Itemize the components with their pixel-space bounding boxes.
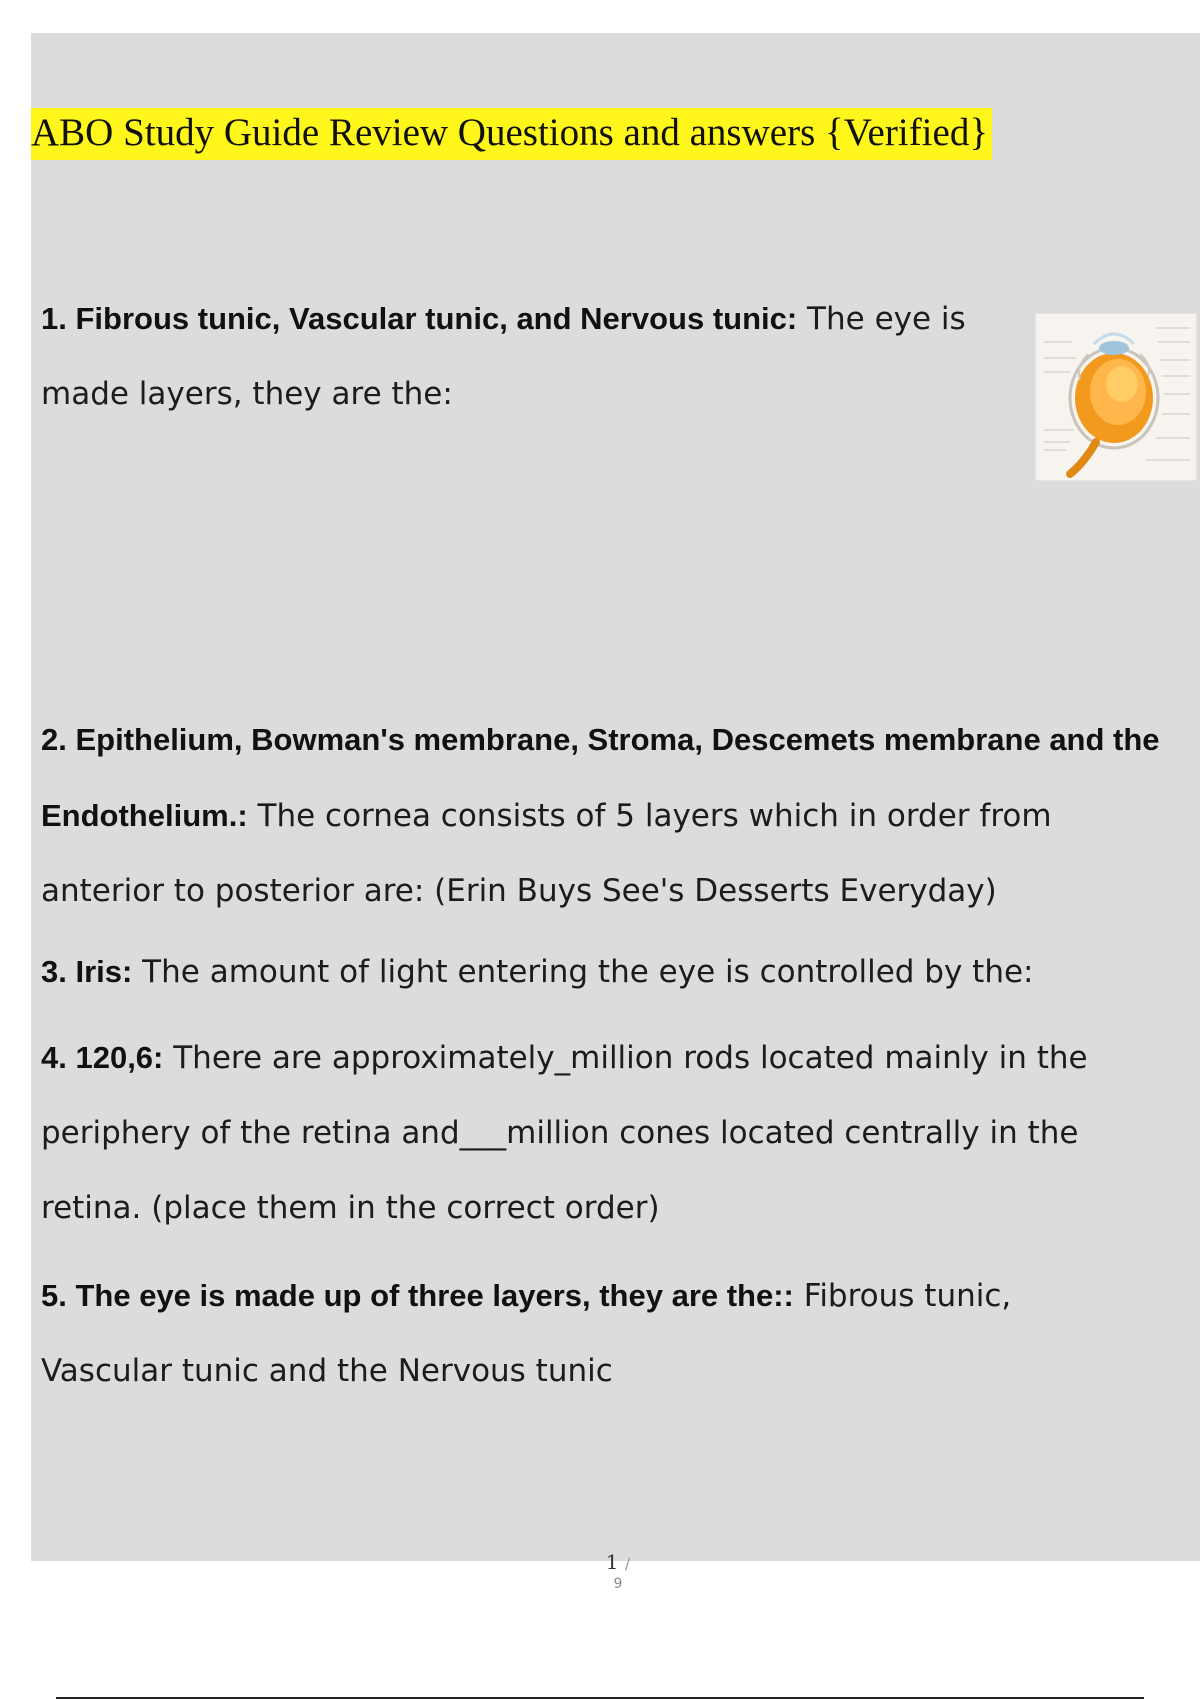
page-current: 1 xyxy=(605,1550,619,1574)
question-item-1 xyxy=(41,281,991,432)
eye-anatomy-figure xyxy=(1035,313,1197,481)
question-label: 5. The eye is made up of three layers, they are the:: xyxy=(41,1278,794,1313)
question-text: There are approximately_million rods located mainly in the periphery of the retina and___million cones located centrally in the retina. (place them in the correct order) xyxy=(41,1040,1088,1226)
question-label: 2. Epithelium, Bowman's membrane, Stroma, Descemets membrane and the Endothelium.: xyxy=(41,722,1160,833)
question-label: 1. Fibrous tunic, Vascular tunic, and Nervous tunic: xyxy=(41,301,798,336)
question-text: The amount of light entering the eye is controlled by the: xyxy=(132,954,1034,990)
question-item-3 xyxy=(41,934,1181,1010)
document-title: ABO Study Guide Review Questions and answers {Verified} xyxy=(31,108,992,160)
page-separator: / xyxy=(624,1554,631,1573)
question-item-5 xyxy=(41,1258,1141,1409)
question-label: 3. Iris: xyxy=(41,954,133,989)
question-item-4 xyxy=(41,1020,1141,1246)
question-label: 4. 120,6: xyxy=(41,1040,164,1075)
eye-anatomy-icon xyxy=(1036,314,1196,480)
question-text: The eye is made layers, they are the: xyxy=(41,301,966,412)
page-total: 9 xyxy=(613,1576,623,1592)
question-text: The cornea consists of 5 layers which in order from anterior to posterior are: (Erin Buys See's Desserts Everyday) xyxy=(41,798,1052,909)
question-item-2 xyxy=(41,702,1181,929)
footer-divider xyxy=(56,1697,1144,1699)
question-text: Fibrous tunic, Vascular tunic and the Nervous tunic xyxy=(41,1278,1012,1389)
page-number xyxy=(0,1550,1200,1576)
